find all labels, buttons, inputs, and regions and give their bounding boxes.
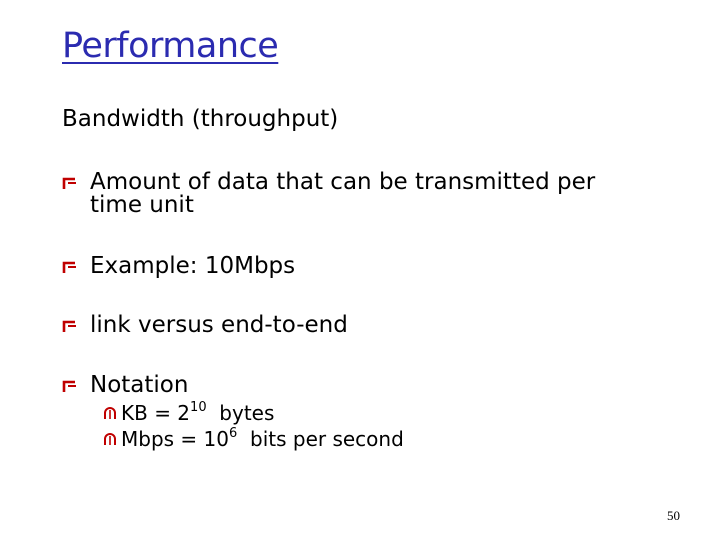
bullet-text: link versus end-to-end (90, 312, 348, 338)
bullet-text: Notation (90, 372, 189, 398)
kb-prefix: KB = 2 (121, 401, 191, 425)
red-open-circle-bullet-icon (103, 407, 117, 421)
mbps-prefix: Mbps = 10 (121, 427, 229, 451)
bullet-text: Example: 10Mbps (90, 253, 296, 279)
slide-title: Performance (62, 26, 279, 66)
bullet-text: Amount of data that can be transmitted per (90, 169, 596, 195)
red-bracket-bullet-icon (62, 176, 78, 190)
red-bracket-bullet-icon (62, 379, 78, 393)
sub-bullet-text (121, 402, 274, 424)
kb-suffix: bytes (206, 401, 275, 425)
red-bracket-bullet-icon (62, 319, 78, 333)
red-bracket-bullet-icon (62, 260, 78, 274)
page-number: 50 (667, 508, 680, 523)
sub-bullet-text (121, 428, 404, 450)
red-open-circle-bullet-icon (103, 433, 117, 447)
kb-exponent: 10 (190, 400, 207, 415)
mbps-exponent: 6 (229, 426, 238, 441)
slide-subtitle: Bandwidth (throughput) (62, 106, 339, 132)
mbps-suffix: bits per second (237, 427, 404, 451)
bullet-text-continuation: time unit (90, 192, 194, 218)
